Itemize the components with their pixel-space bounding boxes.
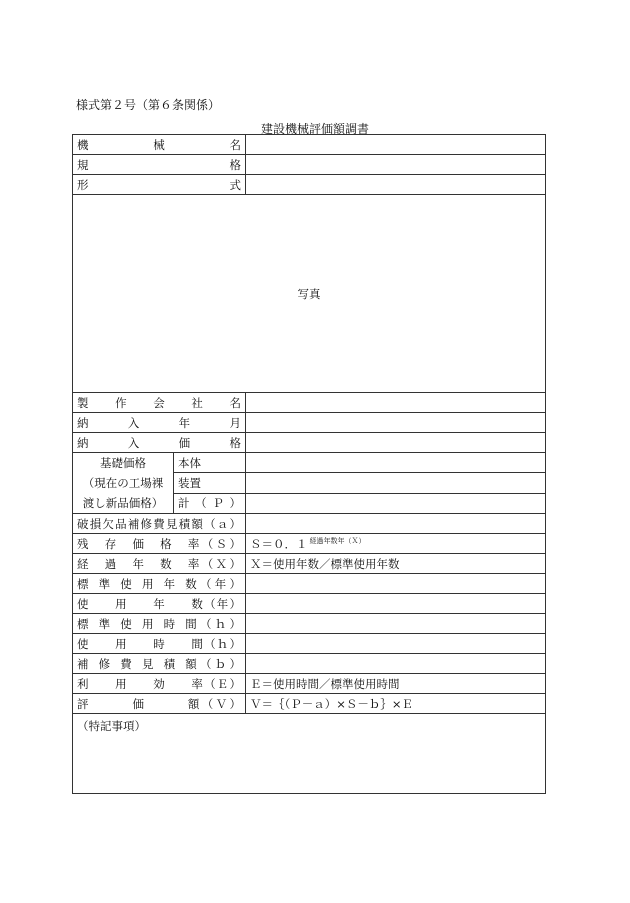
base-price-label xyxy=(73,453,174,514)
appraisal-form-table xyxy=(72,134,546,794)
photo-label: 写真 xyxy=(297,286,321,301)
row-label-equipment: 装置 xyxy=(174,473,246,493)
value-cell-repair-cost-b[interactable] xyxy=(246,654,546,674)
row-label-machine-name: 機 械 名 xyxy=(73,135,246,155)
table-row xyxy=(73,574,546,594)
base-price-line-2: （現在の工場裸 xyxy=(82,476,164,490)
row-label-total-p: 計（Ｐ） xyxy=(174,493,246,513)
row-label-specification: 規 格 xyxy=(73,155,246,175)
value-cell-hours-used[interactable] xyxy=(246,634,546,654)
value-cell-machine-name[interactable] xyxy=(246,135,546,155)
table-row xyxy=(73,514,546,534)
table-row xyxy=(73,393,546,413)
row-label-appraisal-v: 評 価 額（Ｖ） xyxy=(73,694,246,714)
special-notes-area[interactable] xyxy=(73,714,546,794)
row-label-years-used: 使 用 年 数（年） xyxy=(73,594,246,614)
table-row xyxy=(73,175,546,195)
table-row xyxy=(73,413,546,433)
table-row xyxy=(73,614,546,634)
value-cell-delivery-date[interactable] xyxy=(246,413,546,433)
value-cell-standard-hours[interactable] xyxy=(246,614,546,634)
value-cell-standard-years[interactable] xyxy=(246,574,546,594)
table-row xyxy=(73,534,546,554)
base-price-line-1: 基礎価格 xyxy=(100,456,146,470)
row-label-manufacturer: 製 作 会 社 名 xyxy=(73,393,246,413)
row-label-elapsed-rate-x: 経 過 年 数 率（Ｘ） xyxy=(73,554,246,574)
value-cell-utilization-e[interactable]: Ｅ＝使用時間／標準使用時間 xyxy=(246,674,546,694)
table-row xyxy=(73,135,546,155)
table-row xyxy=(73,694,546,714)
row-label-delivery-date: 納 入 年 月 xyxy=(73,413,246,433)
base-price-line-3: 渡し新品価格） xyxy=(82,496,164,510)
value-cell-delivery-price[interactable] xyxy=(246,433,546,453)
value-cell-specification[interactable] xyxy=(246,155,546,175)
value-cell-total-p[interactable] xyxy=(246,493,546,513)
row-label-standard-hours: 標 準 使 用 時 間（ｈ） xyxy=(73,614,246,634)
value-cell-residual-rate-s[interactable] xyxy=(246,534,546,554)
formula-s: Ｓ＝０．１ xyxy=(250,536,308,551)
table-row xyxy=(73,594,546,614)
table-row xyxy=(73,634,546,654)
row-label-repair-estimate-a: 破損欠品補修費見積額（ａ） xyxy=(73,514,246,534)
notes-row xyxy=(73,714,546,794)
value-cell-equipment[interactable] xyxy=(246,473,546,493)
row-label-delivery-price: 納 入 価 格 xyxy=(73,433,246,453)
value-cell-years-used[interactable] xyxy=(246,594,546,614)
row-label-standard-years: 標 準 使 用 年 数（年） xyxy=(73,574,246,594)
value-cell-model[interactable] xyxy=(246,175,546,195)
formula-s-exponent: 経過年数年（Ｘ） xyxy=(309,536,366,545)
table-row xyxy=(73,433,546,453)
value-cell-repair-estimate-a[interactable] xyxy=(246,514,546,534)
table-row xyxy=(73,554,546,574)
row-label-residual-rate-s: 残 存 価 格 率（Ｓ） xyxy=(73,534,246,554)
value-cell-elapsed-rate-x[interactable]: Ｘ＝使用年数／標準使用年数 xyxy=(246,554,546,574)
table-row xyxy=(73,674,546,694)
special-notes-label: （特記事項） xyxy=(77,719,146,733)
value-cell-appraisal-v[interactable]: Ｖ＝｛（Ｐ－ａ）×Ｓ－ｂ｝×Ｅ xyxy=(246,694,546,714)
table-row xyxy=(73,155,546,175)
table-row xyxy=(73,453,546,473)
row-label-model: 形 式 xyxy=(73,175,246,195)
document-title: 建設機械評価額調書 xyxy=(260,122,369,136)
row-label-hours-used: 使 用 時 間（ｈ） xyxy=(73,634,246,654)
table-row xyxy=(73,654,546,674)
value-cell-manufacturer[interactable] xyxy=(246,393,546,413)
row-label-body: 本体 xyxy=(174,453,246,473)
photo-area[interactable] xyxy=(73,195,546,393)
row-label-repair-cost-b: 補 修 費 見 積 額（ｂ） xyxy=(73,654,246,674)
form-number-label: 様式第２号（第６条関係） xyxy=(76,98,221,112)
photo-row xyxy=(73,195,546,393)
row-label-utilization-e: 利 用 効 率（Ｅ） xyxy=(73,674,246,694)
value-cell-body[interactable] xyxy=(246,453,546,473)
